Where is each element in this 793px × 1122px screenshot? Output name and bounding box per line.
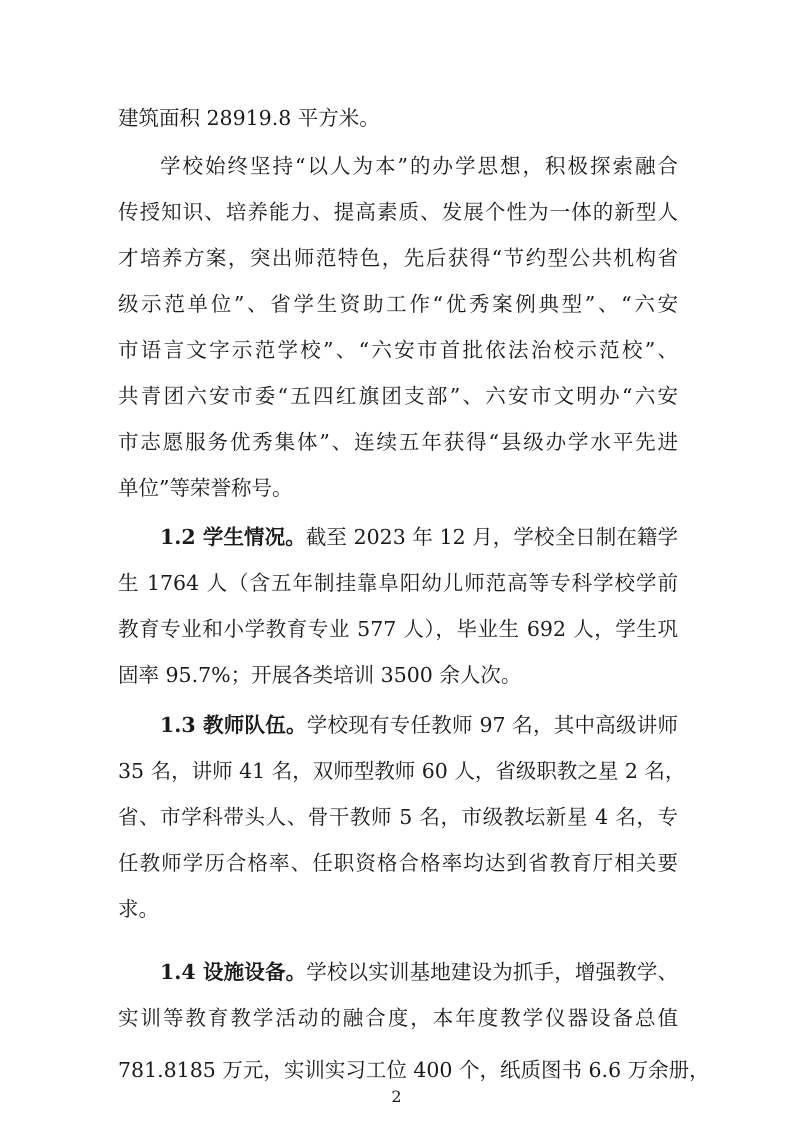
text-line <box>118 104 678 132</box>
text-line <box>118 428 678 456</box>
text-line <box>118 661 678 689</box>
text-line <box>118 198 678 226</box>
text: 生 1764 人（含五年制挂靠阜阳幼儿师范高等专科学校学前 <box>118 571 678 595</box>
text: 传授知识、培养能力、提高素质、发展个性为一体的新型人 <box>118 200 678 224</box>
text: 建筑面积 28919.8 平方米。 <box>118 106 380 130</box>
page-number: 2 <box>391 1087 402 1106</box>
text-line <box>118 615 678 643</box>
text: 学校以实训基地建设为抓手，增强教学、 <box>306 960 678 984</box>
text-line <box>160 711 678 739</box>
text-line <box>160 152 678 180</box>
text-line <box>118 895 678 923</box>
text: 学校现有专任教师 97 名，其中高级讲师 <box>306 713 678 737</box>
text-line <box>160 958 678 986</box>
text: 781.8185 万元，实训实习工位 400 个，纸质图书 6.6 万余册， <box>118 1058 710 1082</box>
text-line <box>118 849 678 877</box>
text-line <box>118 569 678 597</box>
text-line <box>118 757 686 785</box>
text: 35 名，讲师 41 名，双师型教师 60 人，省级职教之星 2 名， <box>118 759 686 783</box>
text-line <box>160 523 678 551</box>
text-line <box>118 1004 678 1032</box>
text: 省、市学科带头人、骨干教师 5 名，市级教坛新星 4 名，专 <box>118 805 678 829</box>
text: 教育专业和小学教育专业 577 人），毕业生 692 人，学生巩 <box>118 617 678 641</box>
text-line <box>118 290 678 318</box>
text: 级示范单位”、省学生资助工作“优秀案例典型”、“六安 <box>118 292 678 316</box>
text-line <box>118 803 678 831</box>
text-line <box>118 244 678 272</box>
text: 截至 2023 年 12 月，学校全日制在籍学 <box>305 525 678 549</box>
text-line <box>118 1056 710 1084</box>
text: 市志愿服务优秀集体”、连续五年获得“县级办学水平先进 <box>118 430 678 454</box>
text: 任教师学历合格率、任职资格合格率均达到省教育厅相关要 <box>118 851 678 875</box>
text: 市语言文字示范学校”、“六安市首批依法治校示范校”、 <box>118 338 678 362</box>
text-line <box>118 336 678 364</box>
text: 单位”等荣誉称号。 <box>118 476 293 500</box>
text: 共青团六安市委“五四红旗团支部”、六安市文明办“六安 <box>118 384 678 408</box>
text: 学校始终坚持“以人为本”的办学思想，积极探索融合 <box>160 154 678 178</box>
section-heading: 1.2 学生情况。 <box>160 525 306 549</box>
text-line <box>118 382 678 410</box>
text-line <box>118 474 678 502</box>
section-heading: 1.4 设施设备。 <box>160 960 307 984</box>
text: 求。 <box>118 897 159 921</box>
text: 实训等教育教学活动的融合度，本年度教学仪器设备总值 <box>118 1006 678 1030</box>
text: 才培养方案，突出师范特色，先后获得“节约型公共机构省 <box>118 246 678 270</box>
text: 固率 95.7%；开展各类培训 3500 余人次。 <box>118 663 522 687</box>
section-heading: 1.3 教师队伍。 <box>160 713 307 737</box>
